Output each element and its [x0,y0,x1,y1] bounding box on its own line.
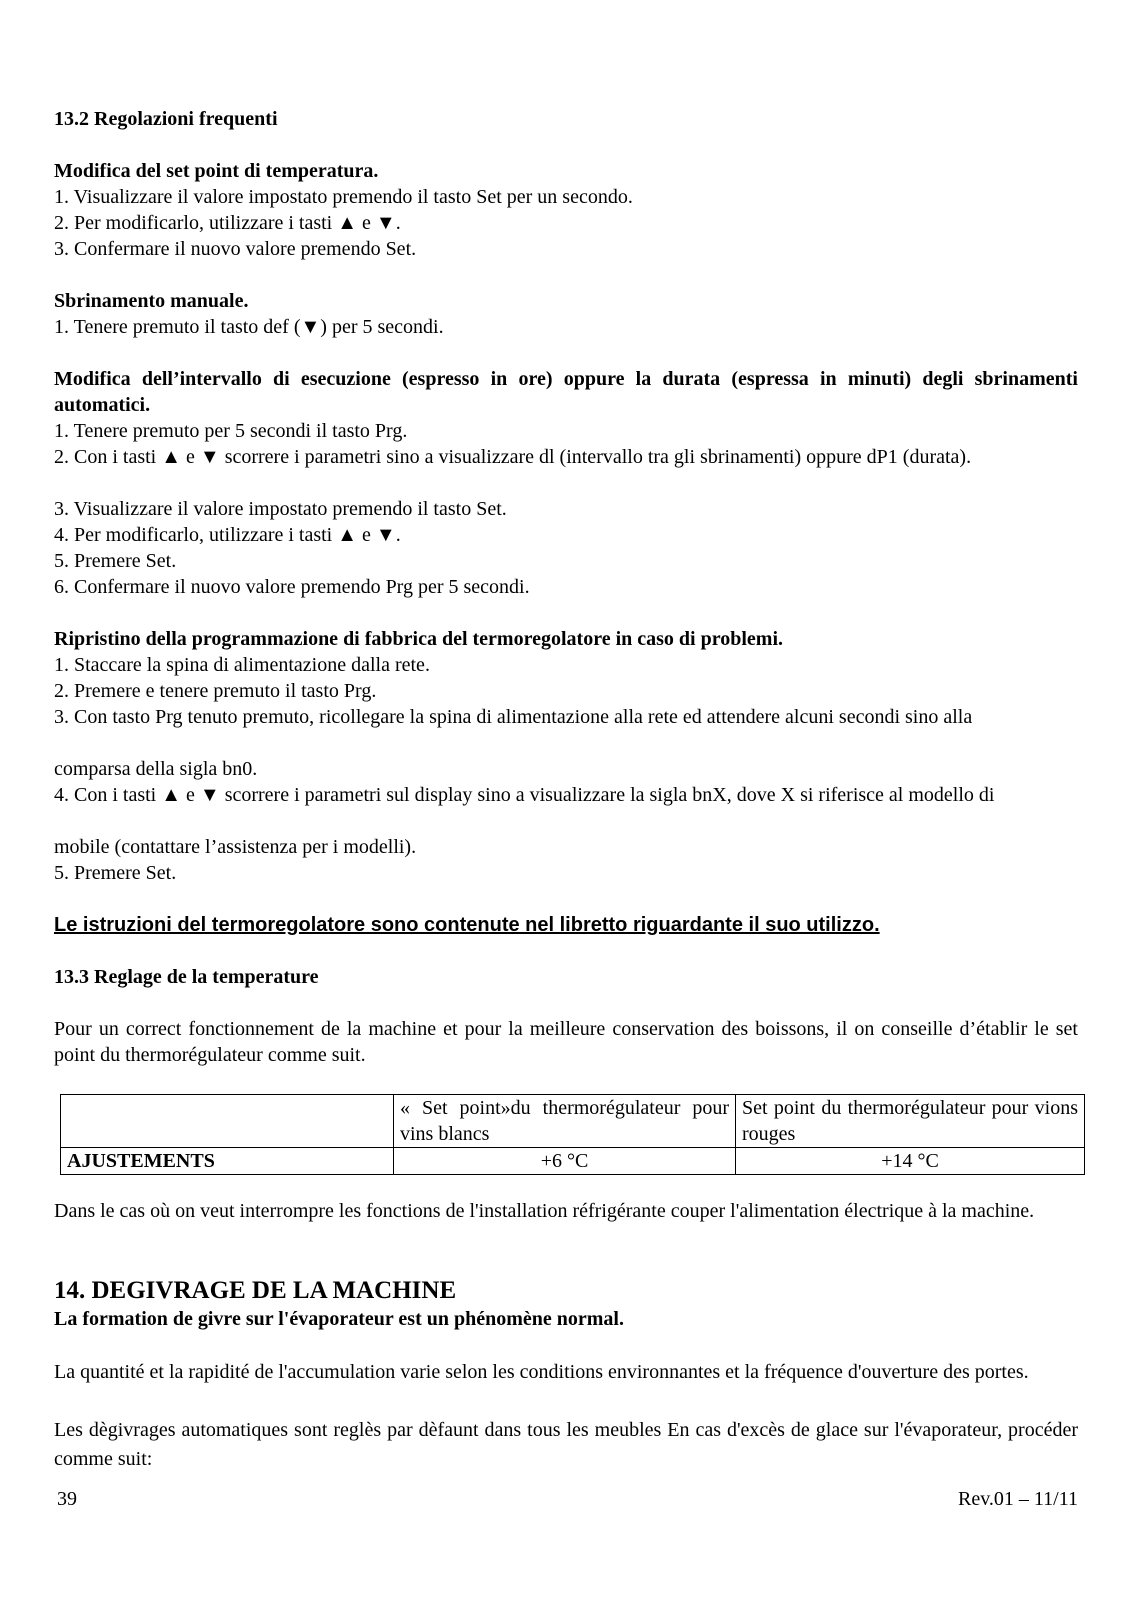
list-item: 5. Premere Set. [54,550,177,572]
table-cell: +6 °C [394,1148,736,1175]
list-item: 4. Per modificarlo, utilizzare i tasti ▲ e ▼. [54,524,401,546]
table-header-cell: Set point du thermorégulateur pour vions rouges [736,1095,1085,1148]
list-item: 5. Premere Set. [54,862,177,884]
interval-heading: Modifica dell’intervallo di esecuzione (espresso in ore) oppure la durata (espressa in minuti) degli sbrinamenti automatici. [54,368,1078,416]
setpoint-table [60,1094,1085,1175]
factory-reset-heading: Ripristino della programmazione di fabbrica del termoregolatore in caso di problemi. [54,628,784,650]
table-header-cell [61,1095,394,1148]
intro-paragraph: Pour un correct fonctionnement de la machine et pour la meilleure conservation des boissons, il on conseille d’établir le set point du thermorégulateur comme suit. [54,1018,1078,1066]
list-item: comparsa della sigla bn0. [54,758,258,780]
section-title-13-3: 13.3 Reglage de la temperature [54,966,319,988]
list-item: 3. Con tasto Prg tenuto premuto, ricollegare la spina di alimentazione alla rete ed attendere alcuni secondi sino alla [54,706,973,728]
table-cell: AJUSTEMENTS [61,1148,394,1175]
list-item: 2. Con i tasti ▲ e ▼ scorrere i parametri sino a visualizzare dl (intervallo tra gli sbrinamenti) oppure dP1 (durata). [54,446,972,468]
section-subtitle-14: La formation de givre sur l'évaporateur est un phénomène normal. [54,1308,624,1330]
list-item: 6. Confermare il nuovo valore premendo Prg per 5 secondi. [54,576,530,598]
list-item: 1. Tenere premuto il tasto def (▼) per 5 secondi. [54,316,444,338]
list-item: 2. Premere e tenere premuto il tasto Prg. [54,680,377,702]
list-item: 1. Visualizzare il valore impostato premendo il tasto Set per un secondo. [54,186,633,208]
list-item: 4. Con i tasti ▲ e ▼ scorrere i parametri sul display sino a visualizzare la sigla bnX, dove X si riferisce al modello di [54,784,995,806]
table-header-cell: « Set point»du thermorégulateur pour vins blancs [394,1095,736,1148]
page-number: 39 [57,1488,77,1510]
table-row [61,1148,1085,1175]
list-item: 3. Visualizzare il valore impostato premendo il tasto Set. [54,498,507,520]
revision-label: Rev.01 – 11/11 [958,1488,1078,1510]
table-row [61,1095,1085,1148]
list-item: 2. Per modificarlo, utilizzare i tasti ▲ e ▼. [54,212,401,234]
setpoint-heading: Modifica del set point di temperatura. [54,160,379,182]
manual-defrost-heading: Sbrinamento manuale. [54,290,249,312]
section-title-14: 14. DEGIVRAGE DE LA MACHINE [54,1277,457,1304]
after-table-paragraph: Dans le cas où on veut interrompre les fonctions de l'installation réfrigérante couper l'alimentation électrique à la machine. [54,1200,1035,1222]
manual-reference-note: Le istruzioni del termoregolatore sono contenute nel libretto riguardante il suo utilizzo. [54,914,880,936]
paragraph: La quantité et la rapidité de l'accumulation varie selon les conditions environnantes et la fréquence d'ouverture des portes. [54,1361,1029,1383]
list-item: mobile (contattare l’assistenza per i modelli). [54,836,417,858]
list-item: 1. Tenere premuto per 5 secondi il tasto Prg. [54,420,408,442]
section-title-13-2: 13.2 Regolazioni frequenti [54,108,278,130]
list-item: 1. Staccare la spina di alimentazione dalla rete. [54,654,430,676]
list-item: 3. Confermare il nuovo valore premendo Set. [54,238,417,260]
paragraph: Les dègivrages automatiques sont reglès par dèfaunt dans tous les meubles En cas d'excès de glace sur l'évaporateur, procéder comme suit: [54,1419,1078,1470]
table-cell: +14 °C [736,1148,1085,1175]
